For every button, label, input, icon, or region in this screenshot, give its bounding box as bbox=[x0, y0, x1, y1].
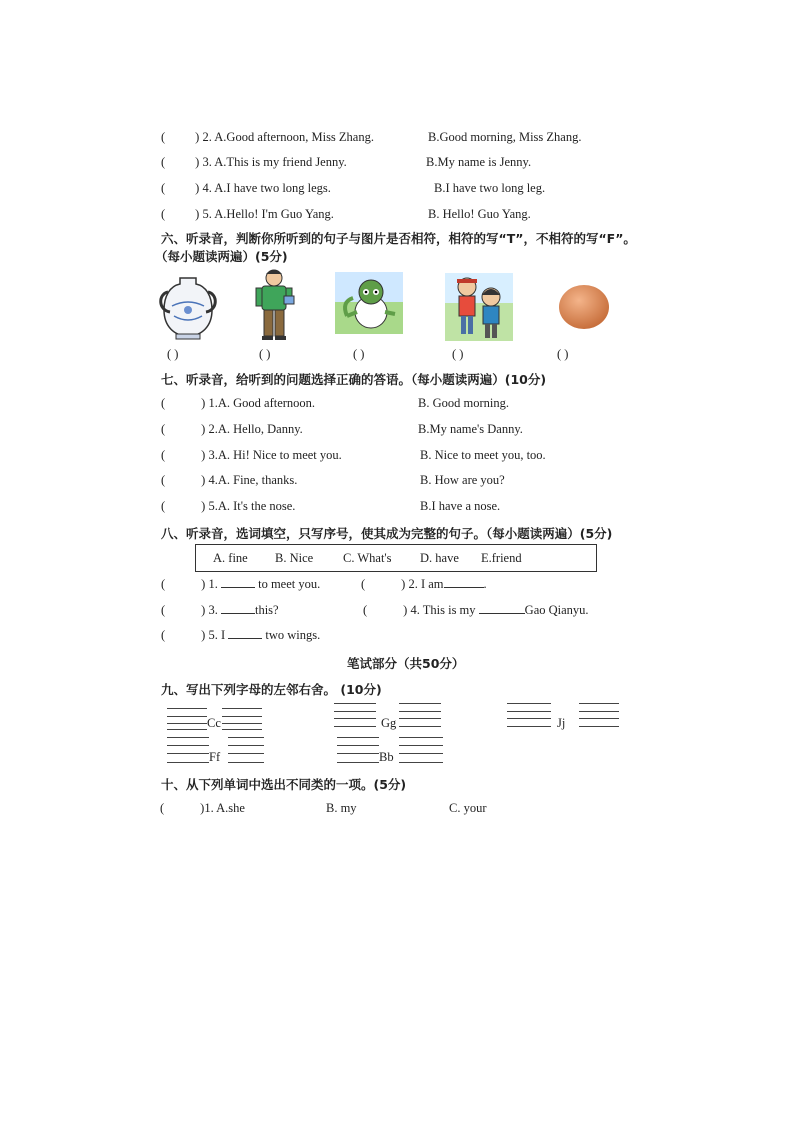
letter-gg: Gg bbox=[381, 716, 397, 730]
q8-3: ( ) 3. this? bbox=[161, 603, 279, 617]
letter-bb: Bb bbox=[379, 750, 394, 764]
word-option-e: E.friend bbox=[481, 551, 522, 565]
q8-2: ( ) 2. I am . bbox=[361, 577, 487, 591]
q8-2-blank[interactable] bbox=[444, 577, 484, 588]
section8-title: 八、听录音，选词填空，只写序号，使其成为完整的句子。（每小题读两遍）(5分) bbox=[161, 526, 613, 541]
q5-3-option-b[interactable]: B.My name is Jenny. bbox=[426, 155, 532, 169]
word-options-box bbox=[195, 544, 597, 572]
q7-3-option-b[interactable]: B. Nice to meet you, too. bbox=[420, 448, 546, 462]
q10-1-option-c[interactable]: C. your bbox=[449, 801, 487, 815]
q8-3-blank[interactable] bbox=[221, 603, 255, 614]
q5-4: ( ) 4. A.I have two long legs. bbox=[161, 181, 331, 195]
picture-1-answer[interactable]: ( ) bbox=[167, 347, 179, 361]
q7-4-option-b[interactable]: B. How are you? bbox=[420, 473, 505, 487]
word-option-c: C. What's bbox=[343, 551, 392, 565]
gg-right-blank[interactable] bbox=[399, 726, 441, 727]
q7-3: ( ) 3.A. Hi! Nice to meet you. bbox=[161, 448, 342, 462]
q5-3-option-a[interactable]: A.This is my friend Jenny. bbox=[214, 155, 347, 169]
cartoon-dragon-picture bbox=[335, 272, 403, 334]
letter-jj: Jj bbox=[557, 716, 566, 730]
gg-left-blank[interactable] bbox=[334, 726, 376, 727]
q10-1: ( )1. A.she bbox=[160, 801, 245, 815]
picture-5-answer[interactable]: ( ) bbox=[557, 347, 569, 361]
q5-2-option-b[interactable]: B.Good morning, Miss Zhang. bbox=[428, 130, 582, 144]
q8-5: ( ) 5. I two wings. bbox=[161, 628, 321, 642]
q7-2-option-a[interactable]: A. Hello, Danny. bbox=[217, 422, 303, 436]
q5-4-option-b[interactable]: B.I have two long leg. bbox=[434, 181, 546, 195]
q7-4-option-a[interactable]: A. Fine, thanks. bbox=[217, 473, 298, 487]
cc-left-blank[interactable] bbox=[167, 729, 207, 730]
q7-5-option-a[interactable]: A. It's the nose. bbox=[217, 499, 296, 513]
q10-1-option-b[interactable]: B. my bbox=[326, 801, 357, 815]
q5-2-option-a[interactable]: A.Good afternoon, Miss Zhang. bbox=[214, 130, 374, 144]
picture-2-answer[interactable]: ( ) bbox=[259, 347, 271, 361]
q5-5-option-a[interactable]: A.Hello! I'm Guo Yang. bbox=[214, 207, 334, 221]
q5-5-option-b[interactable]: B. Hello! Guo Yang. bbox=[428, 207, 531, 221]
q7-4: ( ) 4.A. Fine, thanks. bbox=[161, 473, 298, 487]
cc-right-blank[interactable] bbox=[222, 729, 262, 730]
bb-right-blank[interactable] bbox=[399, 762, 443, 763]
word-option-b: B. Nice bbox=[275, 551, 314, 565]
section7-title: 七、听录音，给听到的问题选择正确的答语。（每小题读两遍）(10分) bbox=[161, 372, 547, 387]
q8-4: ( ) 4. This is my Gao Qianyu. bbox=[363, 603, 589, 617]
q5-2: ( ) 2. A.Good afternoon, Miss Zhang. bbox=[161, 130, 374, 144]
q7-1: ( ) 1.A. Good afternoon. bbox=[161, 396, 316, 410]
q7-5: ( ) 5.A. It's the nose. bbox=[161, 499, 296, 513]
vase-picture bbox=[158, 272, 218, 342]
q7-3-option-a[interactable]: A. Hi! Nice to meet you. bbox=[217, 448, 342, 462]
q7-1-option-a[interactable]: A. Good afternoon. bbox=[217, 396, 316, 410]
boy-and-girl-picture bbox=[445, 273, 513, 341]
jj-right-blank[interactable] bbox=[579, 726, 619, 727]
man-picture bbox=[250, 268, 298, 342]
q7-2-option-b[interactable]: B.My name's Danny. bbox=[418, 422, 523, 436]
picture-4-answer[interactable]: ( ) bbox=[452, 347, 464, 361]
picture-3-answer[interactable]: ( ) bbox=[353, 347, 365, 361]
word-option-d: D. have bbox=[420, 551, 459, 565]
section6-title: 六、听录音，判断你所听到的句子与图片是否相符，相符的写“T”，不相符的写“F”。 bbox=[161, 231, 636, 246]
q10-1-option-a[interactable]: A.she bbox=[216, 801, 245, 815]
letter-ff: Ff bbox=[209, 750, 221, 764]
section10-title: 十、从下列单词中选出不同类的一项。(5分) bbox=[161, 777, 407, 792]
ff-right-blank[interactable] bbox=[228, 762, 264, 763]
q7-1-option-b[interactable]: B. Good morning. bbox=[418, 396, 509, 410]
jj-left-blank[interactable] bbox=[507, 726, 551, 727]
q5-5: ( ) 5. A.Hello! I'm Guo Yang. bbox=[161, 207, 334, 221]
q5-4-option-a[interactable]: A.I have two long legs. bbox=[214, 181, 331, 195]
letter-cc: Cc bbox=[207, 716, 221, 730]
q5-3: ( ) 3. A.This is my friend Jenny. bbox=[161, 155, 347, 169]
q8-1-blank[interactable] bbox=[221, 577, 255, 588]
egg-picture bbox=[557, 282, 611, 332]
q8-5-blank[interactable] bbox=[228, 628, 262, 639]
q7-2: ( ) 2.A. Hello, Danny. bbox=[161, 422, 303, 436]
section6-subtitle: （每小题读两遍）(5分) bbox=[155, 249, 288, 264]
written-part-title: 笔试部分（共50分） bbox=[347, 656, 465, 671]
ff-left-blank[interactable] bbox=[167, 762, 209, 763]
q7-5-option-b[interactable]: B.I have a nose. bbox=[420, 499, 501, 513]
section9-title: 九、写出下列字母的左邻右舍。 (10分) bbox=[161, 682, 382, 697]
q8-4-blank[interactable] bbox=[479, 603, 525, 614]
bb-left-blank[interactable] bbox=[337, 762, 379, 763]
word-option-a: A. fine bbox=[213, 551, 248, 565]
q8-1: ( ) 1. to meet you. bbox=[161, 577, 321, 591]
